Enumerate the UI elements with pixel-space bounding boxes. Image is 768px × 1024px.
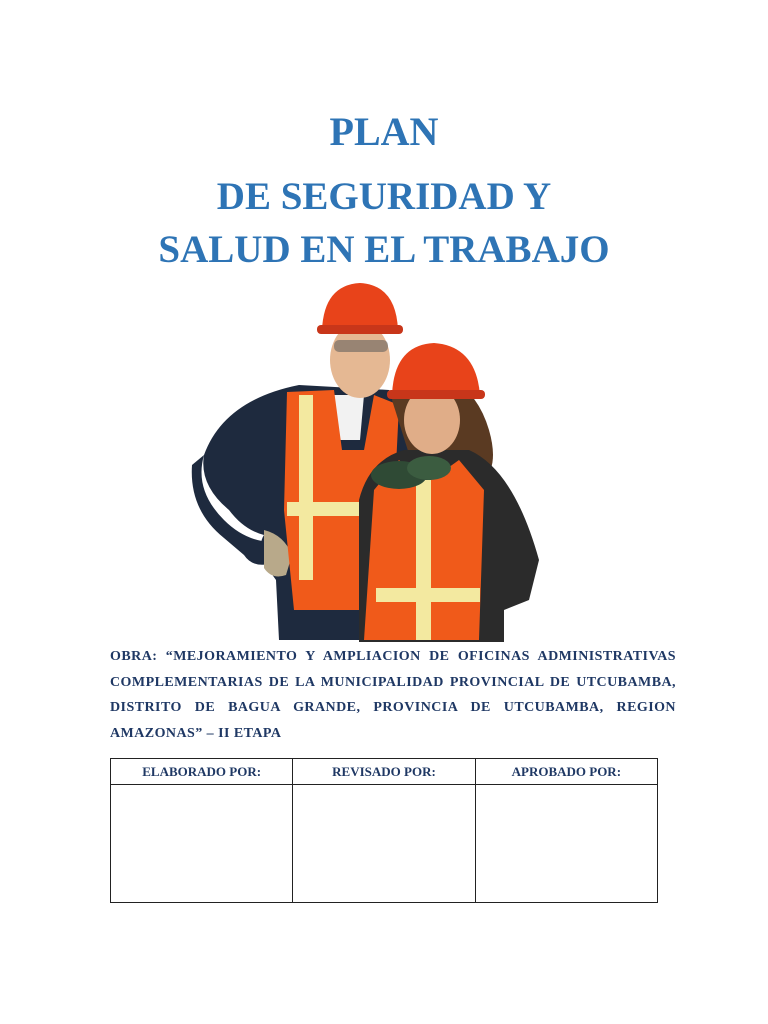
header-aprobado: APROBADO POR: bbox=[475, 759, 657, 785]
obra-description: OBRA: “MEJORAMIENTO Y AMPLIACION DE OFICINAS ADMINISTRATIVAS COMPLEMENTARIAS DE LA MUNICIPALIDAD PROVINCIAL DE UTCUBAMBA, DISTRITO DE BAGUA GRANDE, PROVINCIA DE UTCUBAMBA, REGION AMAZONAS” – II ETAPA bbox=[110, 649, 676, 741]
helmet-shape bbox=[322, 283, 398, 330]
header-elaborado: ELABORADO POR: bbox=[111, 759, 293, 785]
signature-cell-revisado bbox=[293, 785, 475, 903]
signature-cell-aprobado bbox=[475, 785, 657, 903]
header-revisado: REVISADO POR: bbox=[293, 759, 475, 785]
signature-cell-elaborado bbox=[111, 785, 293, 903]
signature-table bbox=[110, 758, 658, 903]
title-line-1: PLAN bbox=[329, 109, 439, 154]
workers-illustration bbox=[184, 280, 544, 642]
title-line-2: DE SEGURIDAD Y bbox=[216, 175, 552, 218]
helmet-shape-2 bbox=[392, 343, 480, 395]
title-line-3: SALUD EN EL TRABAJO bbox=[158, 228, 610, 271]
